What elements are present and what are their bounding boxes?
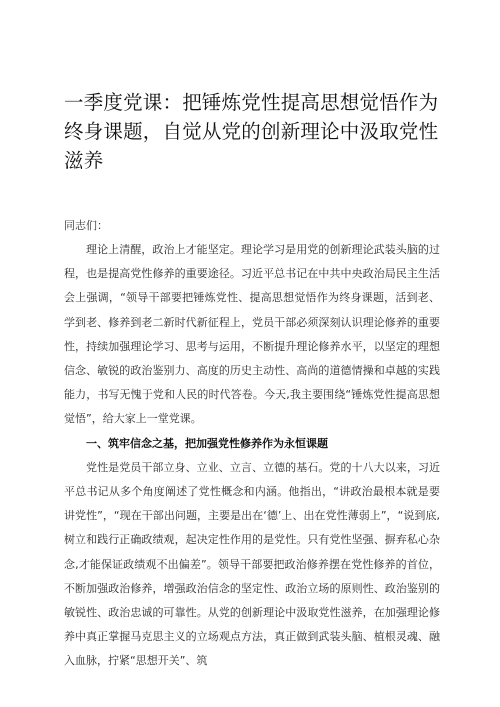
- section-1-paragraph: 党性是党员干部立身、立业、立言、立德的基石。党的十八大以来，习近平总书记从多个角度阐述了党性概念和内涵。他指出，“讲政治最根本就是要讲党性”，“现在干部出问题，主要是出在‘德’上、出在党性薄弱上”，“说到底,树立和践行正确政绩观，起决定性作用的是党性。只有党性坚强、摒弃私心杂念,才能保证政绩观不出偏差”。领导干部要把政治修养摆在党性修养的首位，不断加强政治修养，增强政治信念的坚定性、政治立场的原则性、政治鉴别的敏锐性、政治忠诚的可靠性。从党的创新理论中汲取党性滋养，在加强理论修养中真正掌握马克思主义的立场观点方法，真正做到武装头脑、植根灵魂、融入血脉，拧紧“思想开关”、筑: [64, 460, 440, 668]
- intro-paragraph: 理论上清醒，政治上才能坚定。理论学习是用党的创新理论武装头脑的过程，也是提高党性修养的重要途径。习近平总书记在中共中央政治局民主生活会上强调，“领导干部要把锤炼党性、提高思想觉悟作为终身课题，活到老、学到老、修养到老二新时代新征程上，党员干部必须深刻认识理论修养的重要性，持续加强理论学习、思考与运用，不断提升理论修养水平，以坚定的理想信念、敏锐的政治鉴别力、高度的历史主动性、高尚的道德情操和卓越的实践能力，书写无愧于党和人民的时代答卷。今天,我主要围绕“锤炼党性提高思想觉悟”，给大家上一堂党课。: [64, 243, 440, 426]
- document-title: 一季度党课：把锤炼党性提高思想觉悟作为终身课题，自觉从党的创新理论中汲取党性滋养: [64, 91, 439, 172]
- section-1-heading: 一、筑牢信念之基，把加强党性修养作为永恒课题: [86, 436, 328, 450]
- salutation: 同志们：: [64, 219, 108, 232]
- document-body: [64, 238, 440, 674]
